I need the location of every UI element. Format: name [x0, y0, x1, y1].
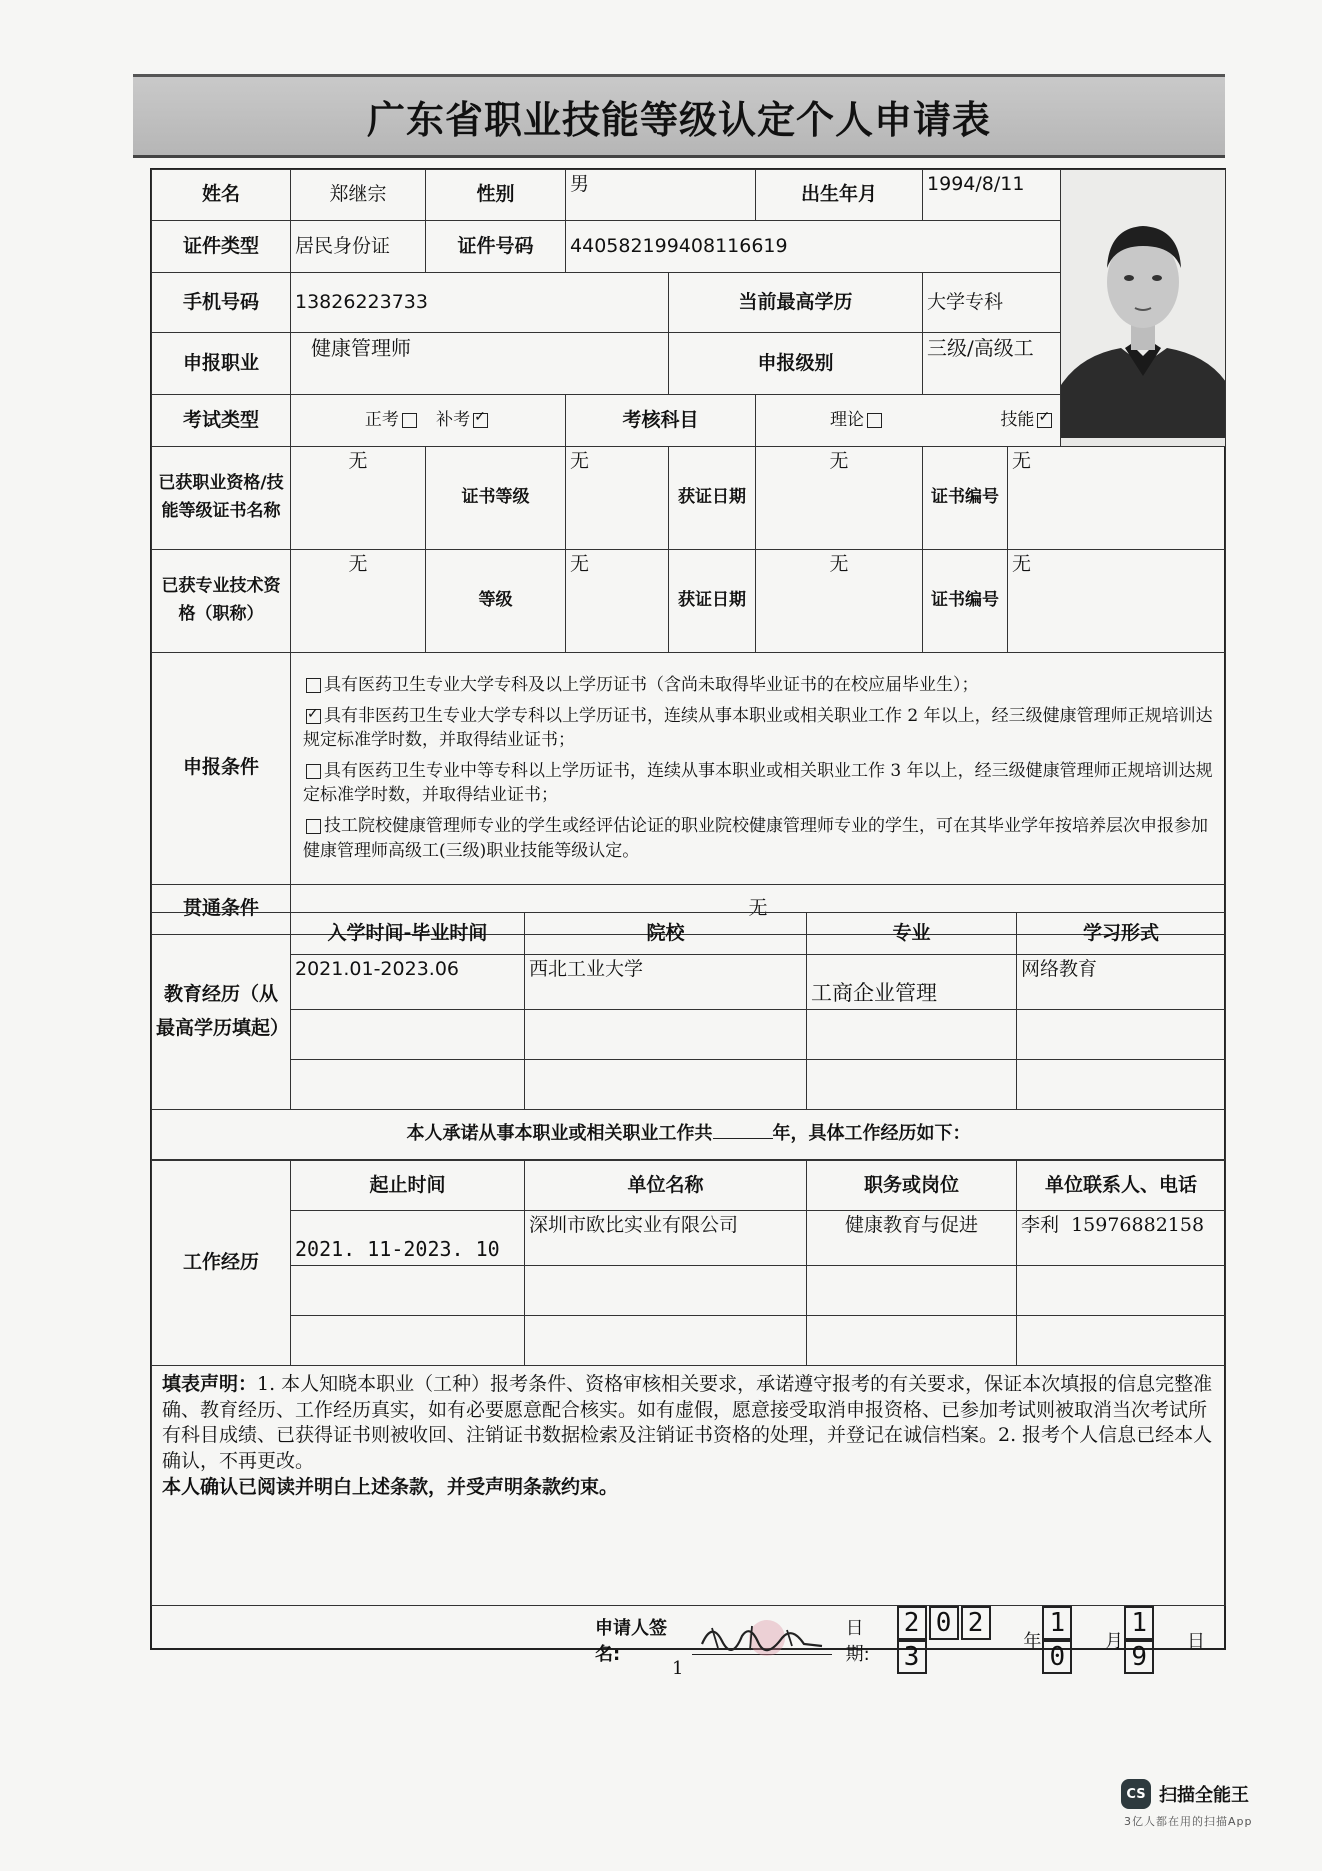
- level-label: 申报级别: [669, 333, 923, 395]
- vocational-cert-no-label: 证书编号: [923, 446, 1008, 549]
- declaration-body: 1. 本人知晓本职业（工种）报考条件、资格审核相关要求，承诺遵守报考的有关要求，保证本次填报的信息完整准确、教育经历、工作经历真实，如有必要愿意配合核实。如有虚假，愿意接受取消申报资格、已参加考试则被取消当次考试所有科目成绩、已获得证书则被收回、注销证书数据检索及注销证书资格的处理，并登记在诚信档案。2. 报考个人信息已经本人确认，不再更改。: [162, 1373, 1213, 1472]
- date-year[interactable]: [896, 1606, 1024, 1674]
- date-digit: 3: [897, 1640, 927, 1674]
- professional-cert-level: 无: [566, 549, 669, 652]
- commitment-text-before: 本人承诺从事本职业或相关职业工作共: [406, 1123, 713, 1145]
- work-position: [807, 1266, 1017, 1316]
- education-period: [291, 1060, 525, 1110]
- date-digit: 2: [961, 1606, 991, 1640]
- education-period: [291, 1010, 525, 1060]
- edu-label: 当前最高学历: [669, 272, 923, 333]
- work-header-row: [152, 1161, 1226, 1211]
- work-contact: [1017, 1316, 1226, 1366]
- declaration-confirm: 本人确认已阅读并明白上述条款，并受声明条款约束。: [162, 1475, 619, 1498]
- education-school: [525, 1060, 807, 1110]
- education-header: 学习形式: [1017, 913, 1226, 955]
- makeup-exam-checkbox[interactable]: [473, 413, 488, 428]
- condition-text: 具有医药卫生专业中等专科以上学历证书，连续从事本职业或相关职业工作 3 年以上，经三级健康管理师正规培训达规定标准学时数，并取得结业证书；: [303, 760, 1213, 806]
- signature-label: 申请人签名:: [595, 1618, 667, 1665]
- work-header: 起止时间: [291, 1161, 525, 1211]
- row-vocational-cert: [152, 446, 1226, 549]
- work-period: [291, 1316, 525, 1366]
- camscanner-logo-icon: CS: [1121, 1779, 1151, 1809]
- work-header: 职务或岗位: [807, 1161, 1017, 1211]
- condition-text: 技工院校健康管理师专业的学生或经评估论证的职业院校健康管理师专业的学生，可在其毕业学年按培养层次申报参加健康管理师高级工(三级)职业技能等级认定。: [303, 816, 1208, 861]
- education-row: [152, 955, 1226, 1010]
- exam-type-label: 考试类型: [152, 395, 291, 446]
- professional-cert-date-label: 获证日期: [669, 549, 756, 652]
- day-unit: 日: [1187, 1631, 1205, 1652]
- education-header: 院校: [525, 913, 807, 955]
- vocational-cert-label: 已获职业资格/技能等级证书名称: [152, 446, 291, 549]
- phone-value: 13826223733: [291, 272, 669, 333]
- date-digit: 1: [1042, 1606, 1072, 1640]
- work-header: 单位联系人、电话: [1017, 1161, 1226, 1211]
- work-row: [152, 1266, 1226, 1316]
- commitment-row: [152, 1110, 1226, 1160]
- education-mode: 网络教育: [1017, 955, 1226, 1010]
- date-digit: 9: [1124, 1640, 1154, 1674]
- skill-checkbox[interactable]: [1037, 413, 1052, 428]
- theory-label: 理论: [830, 410, 865, 431]
- condition-checkbox[interactable]: [306, 678, 321, 693]
- education-major: 工商企业管理: [807, 955, 1017, 1010]
- date-month[interactable]: [1041, 1606, 1105, 1674]
- education-header: 专业: [807, 913, 1017, 955]
- condition-item: [303, 673, 1213, 698]
- regular-exam-label: 正考: [364, 410, 399, 431]
- work-period: [291, 1266, 525, 1316]
- work-commitment: [152, 1110, 1226, 1160]
- occupation-label: 申报职业: [152, 333, 291, 395]
- page-number: 1: [672, 1658, 684, 1679]
- birth-value: 1994/8/11: [923, 170, 1061, 221]
- education-mode: [1017, 1010, 1226, 1060]
- work-contact: [1017, 1266, 1226, 1316]
- work-row: [152, 1211, 1226, 1266]
- declaration-lead: 填表声明：: [162, 1373, 258, 1395]
- education-period: 2021.01-2023.06: [291, 955, 525, 1010]
- work-position: [807, 1316, 1017, 1366]
- education-major: [807, 1010, 1017, 1060]
- portrait-icon: [1061, 170, 1226, 438]
- declaration-row: [152, 1366, 1226, 1606]
- id-type-label: 证件类型: [152, 221, 291, 272]
- date-digit: 2: [897, 1606, 927, 1640]
- app-tagline: 3亿人都在用的扫描App: [1124, 1815, 1253, 1828]
- work-period: 2021. 11-2023. 10: [291, 1211, 525, 1266]
- vocational-cert-level-label: 证书等级: [426, 446, 566, 549]
- declaration: [152, 1366, 1226, 1606]
- form-table: [151, 169, 1226, 935]
- conditions-list: [291, 652, 1226, 884]
- work-table: [151, 1160, 1226, 1606]
- birth-label: 出生年月: [756, 170, 923, 221]
- vocational-cert-level: 无: [566, 446, 669, 549]
- condition-item: [303, 704, 1213, 753]
- vocational-cert-no: 无: [1008, 446, 1226, 549]
- commitment-text-after: 年，具体工作经历如下：: [772, 1123, 971, 1145]
- work-company: [525, 1266, 807, 1316]
- condition-text: 具有医药卫生专业大学专科及以上学历证书（含尚未取得毕业证书的在校应届毕业生）；: [324, 674, 979, 695]
- condition-checkbox[interactable]: [306, 764, 321, 779]
- education-school: 西北工业大学: [525, 955, 807, 1010]
- professional-cert-label: 已获专业技术资格（职称）: [152, 549, 291, 652]
- education-mode: [1017, 1060, 1226, 1110]
- vocational-cert-date: 无: [756, 446, 923, 549]
- commitment-years-blank[interactable]: [713, 1138, 773, 1139]
- professional-cert-no: 无: [1008, 549, 1226, 652]
- work-company: [525, 1316, 807, 1366]
- condition-checkbox[interactable]: [306, 819, 321, 834]
- applicant-photo: [1061, 170, 1226, 447]
- education-header: 入学时间-毕业时间: [291, 913, 525, 955]
- edu-value: 大学专科: [923, 272, 1061, 333]
- scanner-app-badge: [1121, 1779, 1249, 1809]
- education-label: 教育经历（从最高学历填起）: [152, 913, 291, 1110]
- work-label: 工作经历: [152, 1161, 291, 1366]
- condition-item: [303, 814, 1213, 863]
- signature-field[interactable]: [692, 1626, 832, 1655]
- handwritten-signature-icon: [692, 1616, 832, 1656]
- regular-exam-checkbox[interactable]: [402, 413, 417, 428]
- through-label: 贯通条件: [152, 884, 291, 934]
- id-no-value: 440582199408116619: [566, 221, 1061, 272]
- education-row: [152, 1060, 1226, 1110]
- row-name: [152, 170, 1226, 221]
- date-label: 日期:: [845, 1618, 870, 1665]
- form-title-bar: [133, 74, 1225, 158]
- app-name: 扫描全能王: [1159, 1785, 1249, 1806]
- id-type-value: 居民身份证: [291, 221, 426, 272]
- makeup-exam-label: 补考: [436, 410, 471, 431]
- work-position: 健康教育与促进: [807, 1211, 1017, 1266]
- subject-label: 考核科目: [566, 395, 756, 446]
- skill-label: 技能: [1000, 410, 1035, 431]
- phone-label: 手机号码: [152, 272, 291, 333]
- date-digit: 0: [929, 1606, 959, 1640]
- work-company: 深圳市欧比实业有限公司: [525, 1211, 807, 1266]
- id-no-label: 证件号码: [426, 221, 566, 272]
- through-value: 无: [291, 884, 1226, 934]
- professional-cert-name: 无: [291, 549, 426, 652]
- professional-cert-date: 无: [756, 549, 923, 652]
- gender-value: 男: [566, 170, 756, 221]
- row-professional-cert: [152, 549, 1226, 652]
- gender-label: 性别: [426, 170, 566, 221]
- vocational-cert-name: 无: [291, 446, 426, 549]
- education-school: [525, 1010, 807, 1060]
- subject-options: [756, 395, 1061, 446]
- name-value: 郑继宗: [291, 170, 426, 221]
- professional-cert-level-label: 等级: [426, 549, 566, 652]
- date-digit: 1: [1124, 1606, 1154, 1640]
- condition-text: 具有非医药卫生专业大学专科以上学历证书，连续从事本职业或相关职业工作 2 年以上，经三级健康管理师正规培训达规定标准学时数，并取得结业证书；: [303, 705, 1213, 751]
- education-table: [151, 912, 1226, 1160]
- row-conditions: [152, 652, 1226, 884]
- education-header-row: [152, 913, 1226, 955]
- work-row: [152, 1316, 1226, 1366]
- work-header: 单位名称: [525, 1161, 807, 1211]
- date-digit: 0: [1042, 1640, 1072, 1674]
- condition-checkbox[interactable]: [306, 709, 321, 724]
- professional-cert-no-label: 证书编号: [923, 549, 1008, 652]
- vocational-cert-date-label: 获证日期: [669, 446, 756, 549]
- conditions-label: 申报条件: [152, 652, 291, 884]
- month-unit: 月: [1105, 1631, 1124, 1652]
- occupation-value: 健康管理师: [291, 333, 669, 395]
- name-label: 姓名: [152, 170, 291, 221]
- date-day[interactable]: [1123, 1606, 1187, 1674]
- education-major: [807, 1060, 1017, 1110]
- exam-type-options: [291, 395, 566, 446]
- year-unit: 年: [1023, 1631, 1042, 1652]
- theory-checkbox[interactable]: [867, 413, 882, 428]
- condition-item: [303, 759, 1213, 808]
- signature-line: [595, 1608, 1205, 1672]
- level-value: 三级/高级工: [923, 333, 1061, 395]
- work-contact: 李利 15976882158: [1017, 1211, 1226, 1266]
- form-title: 广东省职业技能等级认定个人申请表: [366, 96, 991, 142]
- education-row: [152, 1010, 1226, 1060]
